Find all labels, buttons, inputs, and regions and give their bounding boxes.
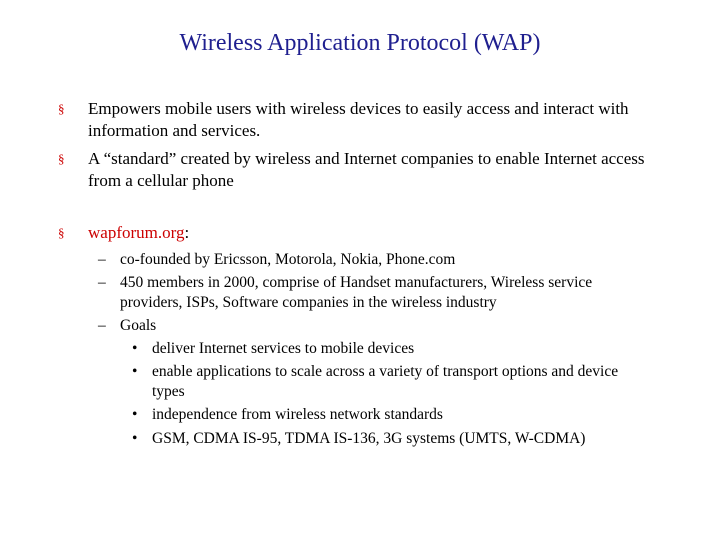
bullet-text: A “standard” created by wireless and Internet companies to enable Internet access from a cellular phone [88,149,645,190]
sub-bullet-cofounded [98,250,638,270]
bullet-standard-created [58,148,658,192]
bullet-text [88,222,658,244]
wapforum-link[interactable]: wapforum.org [88,223,185,242]
sub-bullet-goals [98,316,638,336]
dash-bullet-icon: – [98,251,106,268]
goal-independence [132,405,672,425]
goal-text: enable applications to scale across a variety of transport options and device types [152,363,619,400]
bullet-wapforum [58,222,658,244]
dot-bullet-icon: • [132,363,138,380]
square-bullet-icon: § [58,225,65,240]
sub-bullet-text: 450 members in 2000, comprise of Handset manufacturers, Wireless service providers, ISPs, Software companies in the wireless industry [120,274,593,311]
goal-gsm-cdma [132,429,672,449]
dot-bullet-icon: • [132,340,138,357]
sub-bullet-text: Goals [120,317,157,334]
goal-text: independence from wireless network standards [152,406,443,423]
sub-bullet-text: co-founded by Ericsson, Motorola, Nokia, Phone.com [120,251,456,268]
bullet-empowers-mobile-users [58,98,658,142]
square-bullet-icon: § [58,151,65,166]
sub-bullet-450-members [98,273,638,313]
bullet-text: Empowers mobile users with wireless devices to easily access and interact with information and services. [88,99,629,140]
dot-bullet-icon: • [132,406,138,423]
slide-title: Wireless Application Protocol (WAP) [179,30,541,56]
goal-text: deliver Internet services to mobile devices [152,340,415,357]
bullet-suffix: : [184,223,190,242]
dot-bullet-icon: • [132,430,138,447]
square-bullet-icon: § [58,101,65,116]
goal-enable-applications [132,362,652,402]
dash-bullet-icon: – [98,317,106,334]
goal-deliver-internet-services [132,339,672,359]
dash-bullet-icon: – [98,274,106,291]
goal-text: GSM, CDMA IS-95, TDMA IS-136, 3G systems (UMTS, W-CDMA) [152,430,586,447]
